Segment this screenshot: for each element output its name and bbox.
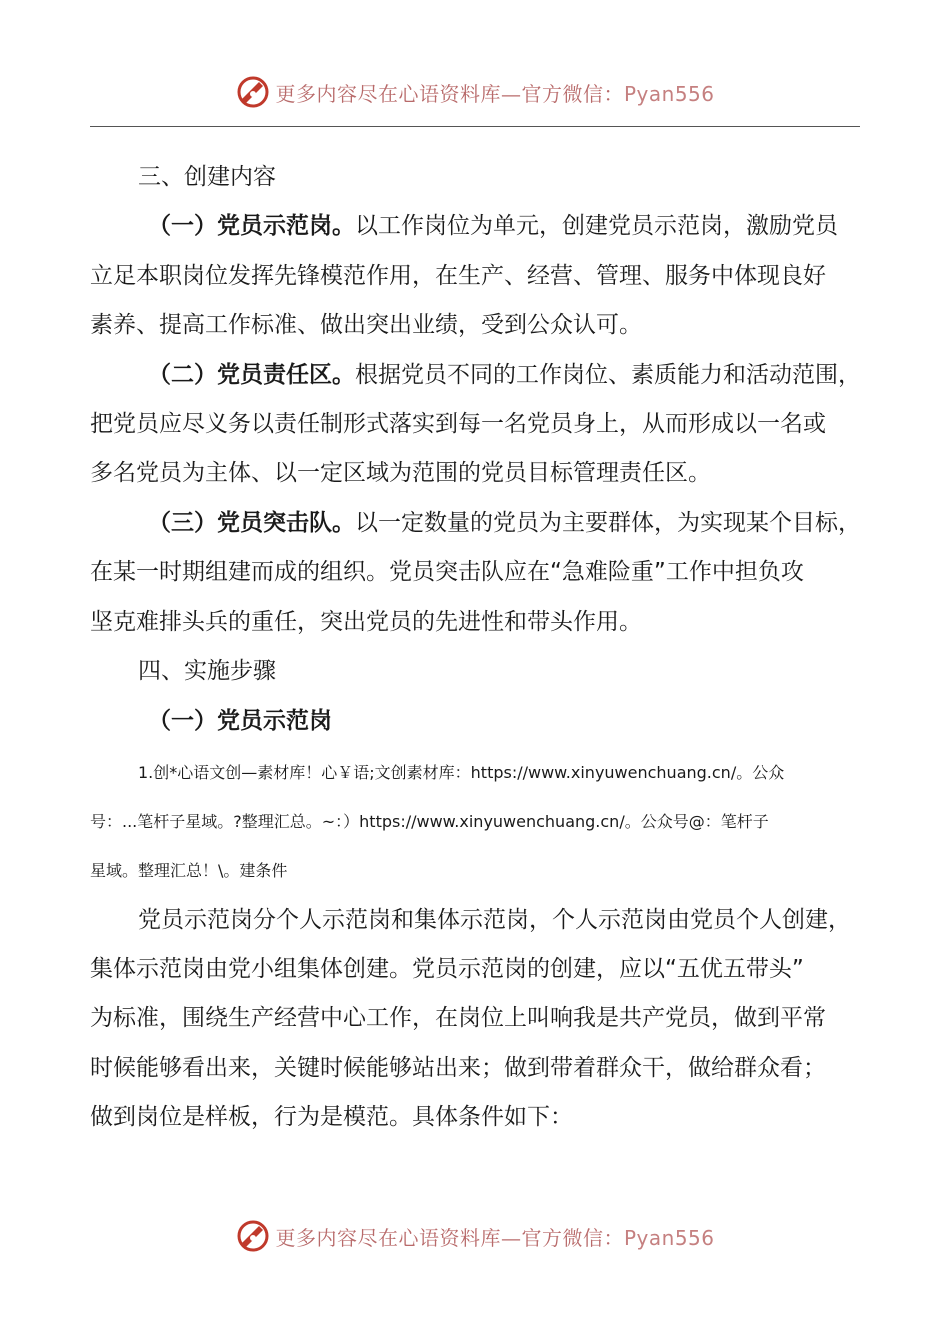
note-line: 1.创*心语文创—素材库！心￥语;文创素材库：https://www.xinyuwenchuang.cn/。公众 [138, 763, 785, 782]
pen-logo-icon [235, 74, 271, 110]
paragraph-line: 坚克难排头兵的重任，突出党员的先进性和带头作用。 [90, 609, 642, 635]
paragraph-line: （一）党员示范岗。以工作岗位为单元，创建党员示范岗，激励党员 [148, 213, 838, 239]
paragraph-line: 素养、提高工作标准、做出突出业绩，受到公众认可。 [90, 312, 642, 338]
paragraph-line: 集体示范岗由党小组集体创建。党员示范岗的创建，应以“五优五带头” [90, 956, 804, 982]
paragraph-line: 多名党员为主体、以一定区域为范围的党员目标管理责任区。 [90, 460, 711, 486]
header-banner [0, 72, 950, 112]
paragraph-line: 把党员应尽义务以责任制形式落实到每一名党员身上，从而形成以一名或 [90, 411, 826, 437]
note-line: 星域。整理汇总！\。建条件 [90, 861, 288, 880]
paragraph-title: （一）党员示范岗。 [148, 213, 355, 239]
note-line: 号：...笔杆子星域。?整理汇总。~：）https://www.xinyuwenchuang.cn/。公众号@：笔杆子 [90, 812, 769, 831]
header-divider [90, 126, 860, 127]
paragraph-line: 时候能够看出来，关键时候能够站出来；做到带着群众干，做给群众看； [90, 1055, 826, 1081]
banner-text: 更多内容尽在心语资料库—官方微信：Pyan556 [275, 1225, 715, 1250]
paragraph-title: （二）党员责任区。 [148, 362, 355, 388]
paragraph-line: 做到岗位是样板，行为是模范。具体条件如下： [90, 1104, 573, 1130]
banner-text: 更多内容尽在心语资料库—官方微信：Pyan556 [275, 81, 715, 106]
footer-banner [0, 1216, 950, 1256]
paragraph-line: 在某一时期组建而成的组织。党员突击队应在“急难险重”工作中担负攻 [90, 559, 804, 585]
paragraph-title: （三）党员突击队。 [148, 510, 355, 536]
paragraph-line: 立足本职岗位发挥先锋模范作用，在生产、经营、管理、服务中体现良好 [90, 263, 826, 289]
subsection-heading: （一）党员示范岗 [148, 708, 332, 734]
paragraph-line: 党员示范岗分个人示范岗和集体示范岗，个人示范岗由党员个人创建， [138, 907, 851, 933]
pen-logo-icon [235, 1218, 271, 1254]
paragraph-line: （二）党员责任区。根据党员不同的工作岗位、素质能力和活动范围， [148, 362, 861, 388]
paragraph-line: （三）党员突击队。以一定数量的党员为主要群体，为实现某个目标， [148, 510, 861, 536]
section-3-heading: 三、创建内容 [138, 164, 276, 190]
section-4-heading: 四、实施步骤 [138, 658, 276, 684]
paragraph-line: 为标准，围绕生产经营中心工作，在岗位上叫响我是共产党员，做到平常 [90, 1005, 826, 1031]
